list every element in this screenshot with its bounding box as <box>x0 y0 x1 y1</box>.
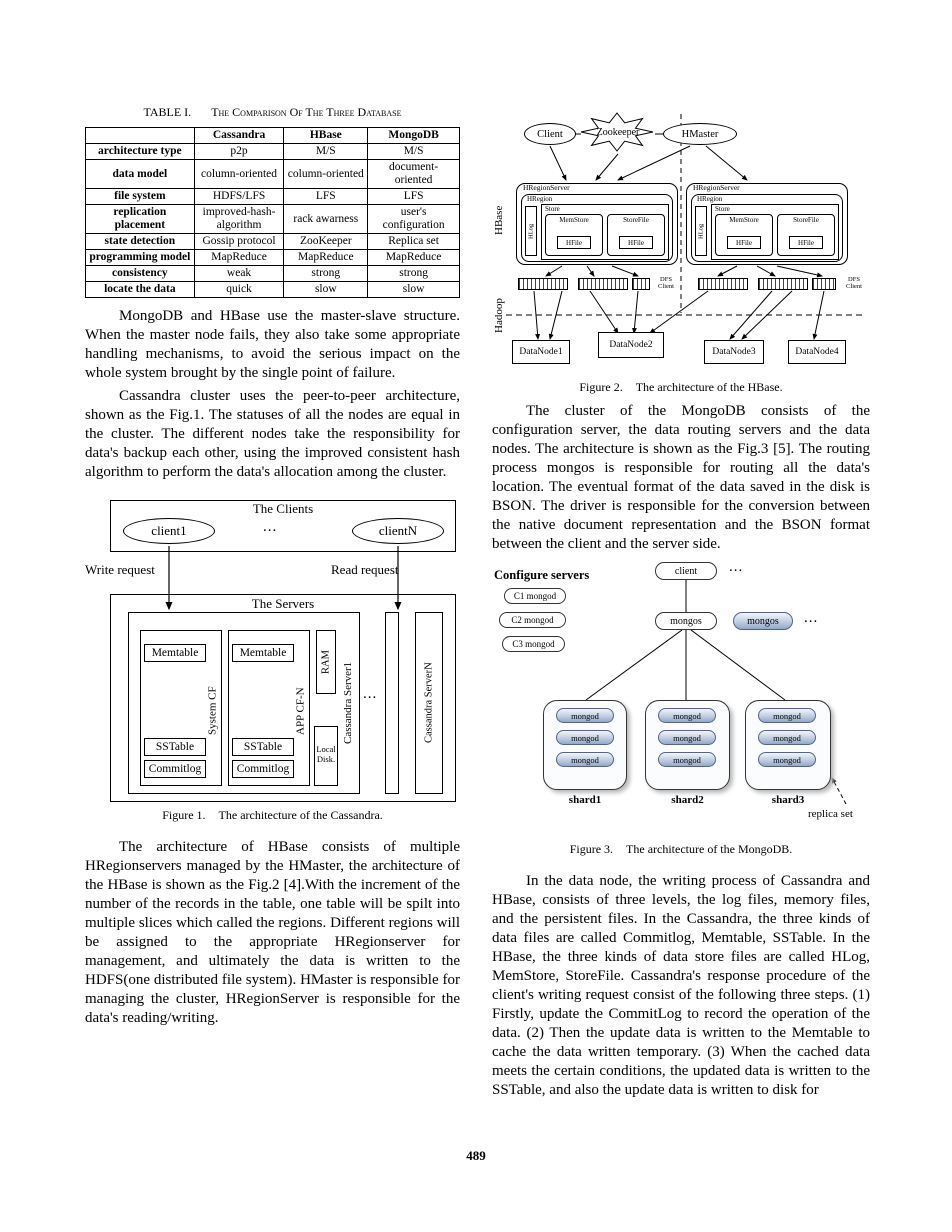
client-node: client <box>655 562 717 580</box>
row-label: locate the data <box>86 282 195 298</box>
commitlog-box: Commitlog <box>232 760 294 778</box>
mongos-node: mongos <box>655 612 717 630</box>
shard1-label: shard1 <box>568 794 602 806</box>
header-empty <box>86 128 195 144</box>
zookeeper-label: Zookeeper <box>596 127 640 138</box>
cell: document-oriented <box>368 160 460 189</box>
table-row <box>86 144 460 160</box>
figure1-caption <box>85 808 460 823</box>
cell: slow <box>368 282 460 298</box>
configure-servers-label: Configure servers <box>494 568 590 582</box>
mongos-ellipsis: ... <box>804 610 819 626</box>
cell: strong <box>368 266 460 282</box>
cell: improved-hash-algorithm <box>194 205 284 234</box>
store-label: Store <box>715 205 730 213</box>
memtable-box: Memtable <box>144 644 206 662</box>
row-label: architecture type <box>86 144 195 160</box>
cell: column-oriented <box>194 160 284 189</box>
figure1-caption-label: Figure 1. <box>162 808 206 822</box>
comparison-table <box>85 127 460 298</box>
row-label: programming model <box>86 250 195 266</box>
paragraph-cassandra-p2p: Cassandra cluster uses the peer-to-peer architecture, shown as the Fig.1. The statuses of all the nodes are equal in the cluster. The different nodes take the responsibility for data's backup each other, using the improved consistent hash algorithm to perform the data's allocation among the cluster. <box>85 388 460 480</box>
read-request-label: Read request <box>331 562 399 577</box>
hregion-label: HRegion <box>697 195 723 203</box>
mongod-node: mongod <box>658 708 716 723</box>
system-cf-label: System CF <box>206 686 219 736</box>
mongod-node: mongod <box>758 730 816 745</box>
store-label: Store <box>545 205 560 213</box>
figure-2-hbase-architecture <box>492 110 870 402</box>
figure1-caption-text: The architecture of the Cassandra. <box>218 808 383 822</box>
cassandra-server-mid-box <box>385 612 399 794</box>
table-row <box>86 189 460 205</box>
table-caption-label: TABLE I. <box>143 105 192 119</box>
cassandra-serverN-label: Cassandra ServerN <box>423 662 435 744</box>
hlog-label: HLog <box>697 223 705 239</box>
storefile-label: StoreFile <box>793 216 819 224</box>
table-row <box>86 205 460 234</box>
memstore-label: MemStore <box>559 216 589 224</box>
mongod-node: mongod <box>556 708 614 723</box>
dfs-block <box>632 278 650 290</box>
mongod-node: mongod <box>658 752 716 767</box>
row-label: consistency <box>86 266 195 282</box>
hregion-label: HRegion <box>527 195 553 203</box>
cell: LFS <box>284 189 368 205</box>
left-column <box>85 105 460 1032</box>
clients-ellipsis: ... <box>263 519 278 535</box>
hfile-box: HFile <box>619 236 653 249</box>
shard3-label: shard3 <box>771 794 805 806</box>
figure3-caption-label: Figure 3. <box>569 842 614 856</box>
cell: MapReduce <box>194 250 284 266</box>
table-row <box>86 160 460 189</box>
dfs-client-label: DFS Client <box>658 276 674 290</box>
cell: Gossip protocol <box>194 234 284 250</box>
table-caption <box>85 105 460 120</box>
clients-label: The Clients <box>252 501 314 516</box>
client-ellipsis: ... <box>729 559 744 575</box>
dfs-block <box>758 278 808 290</box>
mongod-node: mongod <box>556 752 614 767</box>
replica-set-label: replica set <box>808 808 853 820</box>
hfile-box: HFile <box>789 236 823 249</box>
clientN-node: clientN <box>352 518 444 544</box>
cell: weak <box>194 266 284 282</box>
cell: MapReduce <box>368 250 460 266</box>
app-cf-label: APP CF-N <box>294 687 307 735</box>
row-label: data model <box>86 160 195 189</box>
datanode-box: DataNode2 <box>598 332 664 358</box>
cell: rack awarness <box>284 205 368 234</box>
cell: slow <box>284 282 368 298</box>
figure2-caption-label: Figure 2. <box>579 380 623 394</box>
hlog-label: HLog <box>527 223 535 239</box>
figure-1-cassandra-architecture <box>85 486 460 828</box>
mongos-node: mongos <box>733 612 793 630</box>
table-header-row <box>86 128 460 144</box>
client1-node: client1 <box>123 518 215 544</box>
figure3-caption-text: The architecture of the MongoDB. <box>626 842 793 856</box>
dfs-block <box>578 278 628 290</box>
cell: MapReduce <box>284 250 368 266</box>
paragraph-mongodb-cluster: The cluster of the MongoDB consists of the configuration server, the data routing servers and the data nodes. The architecture is shown as the Fig.3 [5]. The routing process mongos is responsible for routing all the data's location. The eventual format of the data saved in the disk is BSON. The driver is responsible for the conversion between the native document representation and the BSON format between the client and the server side. <box>492 403 870 552</box>
cell: strong <box>284 266 368 282</box>
datanode-box: DataNode4 <box>788 340 846 364</box>
table-caption-title: The Comparison Of The Three Database <box>211 105 402 119</box>
cell: ZooKeeper <box>284 234 368 250</box>
hregionserver-label: HRegionServer <box>523 183 570 192</box>
write-request-label: Write request <box>85 562 155 577</box>
cell: LFS <box>368 189 460 205</box>
row-label: state detection <box>86 234 195 250</box>
storefile-label: StoreFile <box>623 216 649 224</box>
paragraph-hbase-architecture: The architecture of HBase consists of multiple HRegionservers managed by the HMaster, the architecture of the HBase is shown as the Fig.2 [4].With the increment of the number of the records in the table, one table will be spilt into multiple slices which called the regions. Different regions will be assigned to the appropriate HRegionserver for management, and ultimately the data is written to the HDFS(one distributed file system). HMaster is responsible for managing the cluster, HRegionServer is responsible for the data's reading/writing. <box>85 839 460 1026</box>
cell: quick <box>194 282 284 298</box>
table-row <box>86 282 460 298</box>
paragraph-writing-process: In the data node, the writing process of Cassandra and HBase, consists of three levels, the log files, memory files, and the persistent files. In the Cassandra, the three kinds of data files are called Commitlog, Memtable, SSTable. In the HBase, the three kinds of data store files are called HLog, MemStore, StoreFile. Cassandra's response procedure of the client's writing request consist of the following three steps. (1) Firstly, update the CommitLog to record the operation of the data. (2) Then the update data is written to the Memtable to cache the data written temporary. (3) When the cached data meets the certain conditions, the updated data is written to the SSTable, and also the update data is written to disk for <box>492 873 870 1098</box>
table-row <box>86 234 460 250</box>
cell: column-oriented <box>284 160 368 189</box>
cell: M/S <box>284 144 368 160</box>
cell: HDFS/LFS <box>194 189 284 205</box>
datanode-box: DataNode3 <box>704 340 764 364</box>
datanode-box: DataNode1 <box>512 340 570 364</box>
commitlog-box: Commitlog <box>144 760 206 778</box>
config-server-c2: C2 mongod <box>499 612 566 628</box>
cell: M/S <box>368 144 460 160</box>
figure2-caption <box>492 380 870 395</box>
header-cassandra: Cassandra <box>194 128 284 144</box>
row-label: file system <box>86 189 195 205</box>
servers-ellipsis: ... <box>363 686 378 702</box>
config-server-c1: C1 mongod <box>504 588 566 604</box>
client-node: Client <box>524 123 576 145</box>
cassandra-server1-label: Cassandra Server1 <box>342 661 354 745</box>
sstable-box: SSTable <box>232 738 294 756</box>
mongod-node: mongod <box>758 708 816 723</box>
memstore-label: MemStore <box>729 216 759 224</box>
hfile-box: HFile <box>727 236 761 249</box>
memtable-box: Memtable <box>232 644 294 662</box>
hbase-side-label: HBase <box>493 205 505 235</box>
table-row <box>86 250 460 266</box>
row-label: replication placement <box>86 205 195 234</box>
header-hbase: HBase <box>284 128 368 144</box>
dfs-client-label: DFS Client <box>846 276 862 290</box>
mongod-node: mongod <box>658 730 716 745</box>
mongod-node: mongod <box>758 752 816 767</box>
figure3-caption <box>492 842 870 857</box>
header-mongodb: MongoDB <box>368 128 460 144</box>
hregionserver-label: HRegionServer <box>693 183 740 192</box>
paragraph-master-slave: MongoDB and HBase use the master-slave structure. When the master node fails, they also take some appropriate handling mechanisms, to avoid the serious impact on the whole system brought by the single point of failure. <box>85 308 460 381</box>
dfs-block <box>812 278 836 290</box>
cell: user's configuration <box>368 205 460 234</box>
figure-3-mongodb-architecture <box>492 558 870 860</box>
ram-label: RAM <box>320 650 332 674</box>
right-column <box>492 110 870 1104</box>
hfile-box: HFile <box>557 236 591 249</box>
sstable-box: SSTable <box>144 738 206 756</box>
figure2-caption-text: The architecture of the HBase. <box>635 380 783 394</box>
dfs-block <box>698 278 748 290</box>
local-disk-label: Local Disk. <box>316 744 336 764</box>
servers-label: The Servers <box>251 596 315 611</box>
hadoop-side-label: Hadoop <box>493 298 505 334</box>
hmaster-node: HMaster <box>663 123 737 145</box>
shard2-label: shard2 <box>671 794 704 806</box>
dfs-block <box>518 278 568 290</box>
cell: Replica set <box>368 234 460 250</box>
mongod-node: mongod <box>556 730 614 745</box>
config-server-c3: C3 mongod <box>502 636 565 652</box>
page-number: 489 <box>466 1148 486 1163</box>
table-row <box>86 266 460 282</box>
cell: p2p <box>194 144 284 160</box>
